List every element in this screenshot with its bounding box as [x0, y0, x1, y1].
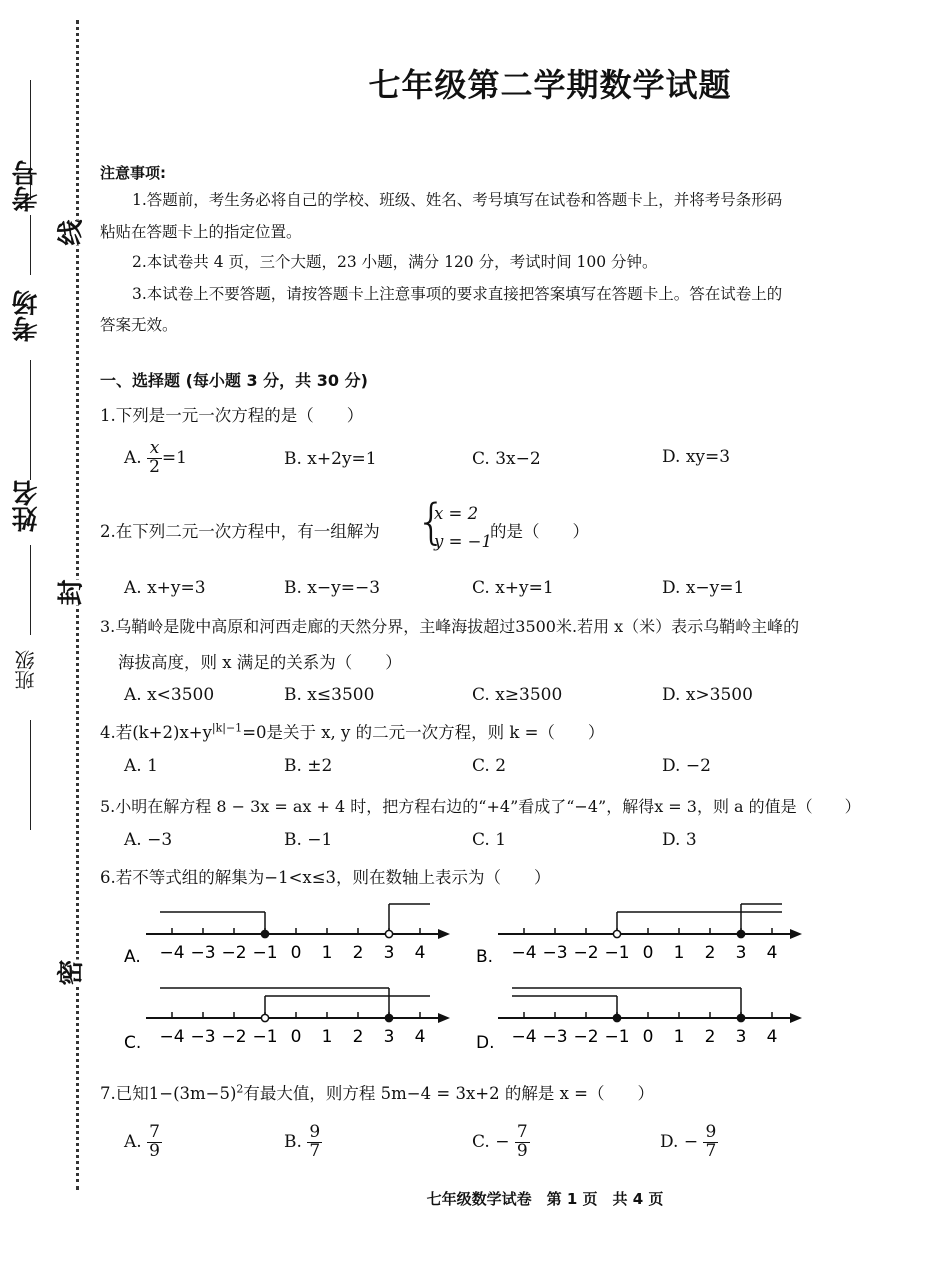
fraction: [515, 1124, 530, 1161]
q5-option-d: D. 3: [662, 830, 697, 850]
number-line-tick-label: −2: [573, 1027, 599, 1047]
open-endpoint: [613, 930, 620, 937]
number-line-tick-label: −2: [221, 1027, 247, 1047]
number-line-tick-label: 4: [414, 1027, 426, 1047]
number-line-tick-label: −1: [604, 1027, 630, 1047]
q4-stem-a: 4.若(k+2)x+y: [100, 723, 212, 742]
q1-option-c: C. 3x−2: [472, 449, 541, 469]
seal-mark-seal: 封: [47, 579, 92, 605]
q1-stem: 1.下列是一元一次方程的是（ ）: [100, 406, 364, 425]
q2-option-a: A. x+y=3: [124, 578, 206, 598]
closed-endpoint: [737, 930, 744, 937]
number-line-tick-label: 0: [290, 1027, 302, 1047]
number-line-tick-label: −4: [159, 1027, 185, 1047]
option-label: A.: [124, 1131, 142, 1152]
exam-number-label: 考号: [12, 160, 42, 212]
q2-stem-b: 的是（ ）: [490, 522, 589, 541]
page-footer: 七年级数学试卷 第 1 页 共 4 页: [426, 1190, 664, 1208]
q1-option-b: B. x+2y=1: [284, 449, 377, 469]
q3-option-a: A. x<3500: [124, 685, 215, 705]
number-line-tick-label: −1: [252, 1027, 278, 1047]
note-1b: 粘贴在答题卡上的指定位置。: [100, 223, 302, 241]
option-label: D. −: [660, 1131, 699, 1152]
number-line-tick-label: 1: [321, 943, 333, 963]
number-line-tick-label: 0: [642, 1027, 654, 1047]
number-line-tick-label: −2: [221, 943, 247, 963]
q3-stem-b: 海拔高度，则 x 满足的关系为（ ）: [118, 653, 402, 672]
number-line-option-label: B.: [476, 947, 494, 967]
q3-option-d: D. x>3500: [662, 685, 753, 705]
number-line-tick-label: 3: [383, 943, 395, 963]
number-line-tick-label: 1: [321, 1027, 333, 1047]
number-line-arrow: [438, 929, 450, 939]
open-endpoint: [385, 930, 392, 937]
q7-stem-b: 有最大值，则方程 5m−4 = 3x+2 的解是 x =（ ）: [243, 1084, 654, 1103]
closed-endpoint: [737, 1014, 744, 1021]
page-title: 七年级第二学期数学试题: [368, 66, 732, 104]
closed-endpoint: [613, 1014, 620, 1021]
number-line-tick-label: 2: [704, 1027, 716, 1047]
system-brace: {: [416, 494, 447, 550]
q7-exponent: 2: [236, 1082, 244, 1096]
q4-exponent: |k|−1: [211, 721, 243, 735]
notes-heading: 注意事项:: [100, 164, 166, 182]
numerator: x: [147, 440, 162, 459]
option-label: A.: [124, 447, 142, 468]
number-line-tick-label: 3: [383, 1027, 395, 1047]
numerator: 7: [516, 1122, 528, 1142]
q4-option-c: C. 2: [472, 756, 507, 776]
note-3b: 答案无效。: [100, 316, 178, 334]
numerator: 9: [309, 1122, 321, 1142]
denominator: 9: [516, 1140, 528, 1161]
number-line-option-label: D.: [476, 1033, 495, 1053]
section-heading: 一、选择题 (每小题 3 分，共 30 分): [100, 371, 368, 390]
q7-option-d: [660, 1124, 718, 1161]
number-line-tick-label: 2: [352, 1027, 364, 1047]
option-label: B.: [284, 1131, 302, 1152]
q7-option-c: [472, 1124, 530, 1161]
number-line-tick-label: 0: [290, 943, 302, 963]
note-2: 2.本试卷共 4 页，三个大题，23 小题，满分 120 分，考试时间 100 分钟。: [132, 253, 658, 271]
q7-stem-a: 7.已知1−(3m−5): [100, 1084, 237, 1103]
q7-option-a: [124, 1124, 162, 1161]
q2-system-eq1: x = 2: [434, 504, 479, 523]
q3-option-c: C. x≥3500: [472, 685, 563, 705]
number-line-tick-label: 2: [352, 943, 364, 963]
number-line-tick-label: 1: [673, 943, 685, 963]
closed-endpoint: [385, 1014, 392, 1021]
number-line-tick-label: 3: [735, 1027, 747, 1047]
note-3a: 3.本试卷上不要答题，请按答题卡上注意事项的要求直接把答案填写在答题卡上。答在试卷上的: [132, 285, 783, 303]
q5-option-a: A. −3: [124, 830, 173, 850]
number-line-arrow: [790, 929, 802, 939]
number-line-tick-label: 0: [642, 943, 654, 963]
number-line-tick-label: −4: [159, 943, 185, 963]
q2-stem-a: 2.在下列二元一次方程中，有一组解为: [100, 522, 380, 541]
q4-stem-b: =0是关于 x, y 的二元一次方程，则 k =（ ）: [242, 723, 605, 742]
number-line-option-label: C.: [124, 1033, 142, 1053]
q6-stem: 6.若不等式组的解集为−1<x≤3，则在数轴上表示为（ ）: [100, 868, 551, 887]
denominator: 7: [705, 1140, 717, 1161]
q7-option-b: [284, 1124, 322, 1161]
number-line-tick-label: −3: [190, 943, 216, 963]
closed-endpoint: [261, 930, 268, 937]
number-line-option-label: A.: [124, 947, 141, 967]
fraction: [147, 1124, 162, 1161]
number-line-tick-label: 2: [704, 943, 716, 963]
option-label: C. −: [472, 1131, 510, 1152]
number-line-tick-label: 4: [414, 943, 426, 963]
number-line-arrow: [790, 1013, 802, 1023]
number-line-tick-label: −3: [542, 1027, 568, 1047]
q2-system-eq2: y = −1: [434, 532, 492, 551]
number-line-arrow: [438, 1013, 450, 1023]
name-label: 姓名: [12, 480, 42, 532]
number-line-tick-label: 3: [735, 943, 747, 963]
q7-stem: [100, 1080, 654, 1104]
q1-option-d: D. xy=3: [662, 447, 731, 467]
number-line-tick-label: −2: [573, 943, 599, 963]
option-rest: =1: [161, 447, 187, 468]
exam-room-label: 考场: [12, 290, 42, 342]
numerator: 9: [705, 1122, 717, 1142]
q5-stem: 5.小明在解方程 8 − 3x = ax + 4 时，把方程右边的“+4”看成了“−4”，解得x = 3，则 a 的值是（ ）: [100, 797, 861, 816]
q4-option-a: A. 1: [124, 756, 158, 776]
denominator: 2: [149, 456, 160, 477]
fraction: [703, 1124, 718, 1161]
q3-option-b: B. x≤3500: [284, 685, 375, 705]
denominator: 9: [149, 1140, 160, 1161]
q2-option-b: B. x−y=−3: [284, 578, 381, 598]
number-line-tick-label: 4: [766, 1027, 778, 1047]
number-line-tick-label: −4: [511, 1027, 537, 1047]
q4-option-d: D. −2: [662, 756, 711, 776]
number-line-tick-label: −3: [190, 1027, 216, 1047]
number-line-tick-label: −1: [604, 943, 630, 963]
q4-option-b: B. ±2: [284, 756, 333, 776]
seal-mark-secret: 密: [47, 959, 92, 985]
seal-mark-line: 线: [47, 219, 92, 245]
denominator: 7: [309, 1140, 321, 1161]
class-label: 班级: [14, 650, 38, 690]
numerator: 7: [149, 1122, 160, 1142]
q3-stem-a: 3.乌鞘岭是陇中高原和河西走廊的天然分界，主峰海拔超过3500米.若用 x（米）表示乌鞘岭主峰的: [100, 617, 800, 636]
number-line-tick-label: −4: [511, 943, 537, 963]
q5-option-c: C. 1: [472, 830, 507, 850]
note-1a: 1.答题前，考生务必将自己的学校、班级、姓名、考号填写在试卷和答题卡上，并将考号条形码: [132, 191, 783, 209]
number-line-tick-label: 1: [673, 1027, 685, 1047]
q2-option-d: D. x−y=1: [662, 578, 745, 598]
q5-option-b: B. −1: [284, 830, 333, 850]
number-line-tick-label: −1: [252, 943, 278, 963]
number-line-tick-label: 4: [766, 943, 778, 963]
fraction: [307, 1124, 322, 1161]
open-endpoint: [261, 1014, 268, 1021]
number-line-tick-label: −3: [542, 943, 568, 963]
q2-option-c: C. x+y=1: [472, 578, 554, 598]
